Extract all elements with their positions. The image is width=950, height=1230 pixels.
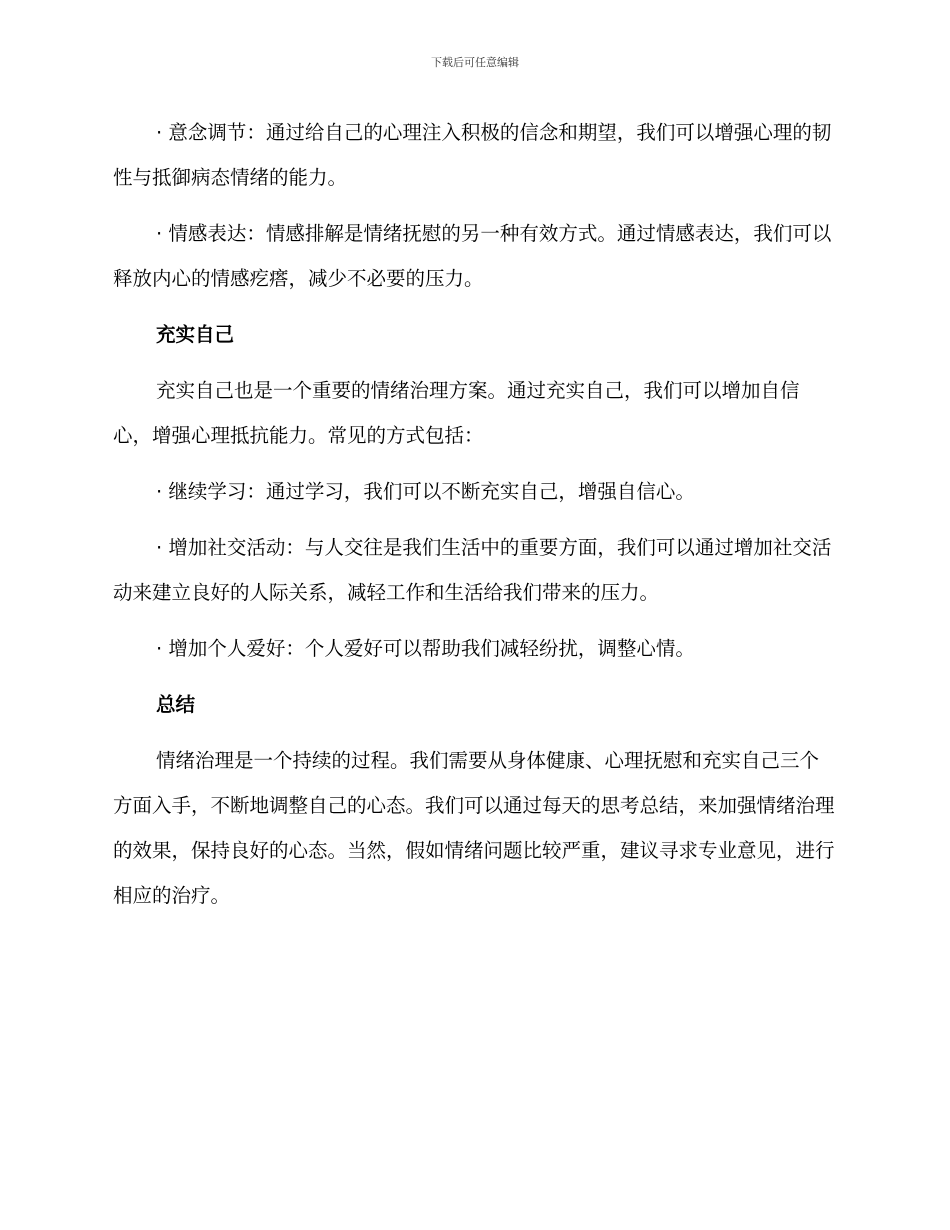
bullet-emotional-expression: · 情感表达：情感排解是情绪抚慰的另一种有效方式。通过情感表达，我们可以释放内心的情感疙瘩，减少不必要的压力。 [113,222,832,290]
bullet-mind-adjustment: · 意念调节：通过给自己的心理注入积极的信念和期望，我们可以增强心理的韧性与抵御病态情绪的能力。 [113,121,832,189]
self-enrichment-intro: 充实自己也是一个重要的情绪治理方案。通过充实自己，我们可以增加自信心，增强心理抵抗能力。常见的方式包括： [113,379,800,447]
bullet-social-activities: · 增加社交活动：与人交往是我们生活中的重要方面，我们可以通过增加社交活动来建立良好的人际关系，减轻工作和生活给我们带来的压力。 [113,536,832,604]
page-header: 下载后可任意编辑 [431,56,519,69]
section-heading-summary: 总结 [156,693,196,716]
bullet-continue-learning: · 继续学习：通过学习，我们可以不断充实自己，增强自信心。 [156,480,695,503]
summary-paragraph: 情绪治理是一个持续的过程。我们需要从身体健康、心理抚慰和充实自己三个方面入手，不断地调整自己的心态。我们可以通过每天的思考总结，来加强情绪治理的效果，保持良好的心态。当然，假如情绪问题比较严重，建议寻求专业意见，进行相应的治疗。 [113,749,835,907]
document-body [113,110,835,918]
section-heading-self-enrichment: 充实自己 [156,323,235,346]
bullet-personal-hobbies: · 增加个人爱好：个人爱好可以帮助我们减轻纷扰，调整心情。 [156,637,695,660]
